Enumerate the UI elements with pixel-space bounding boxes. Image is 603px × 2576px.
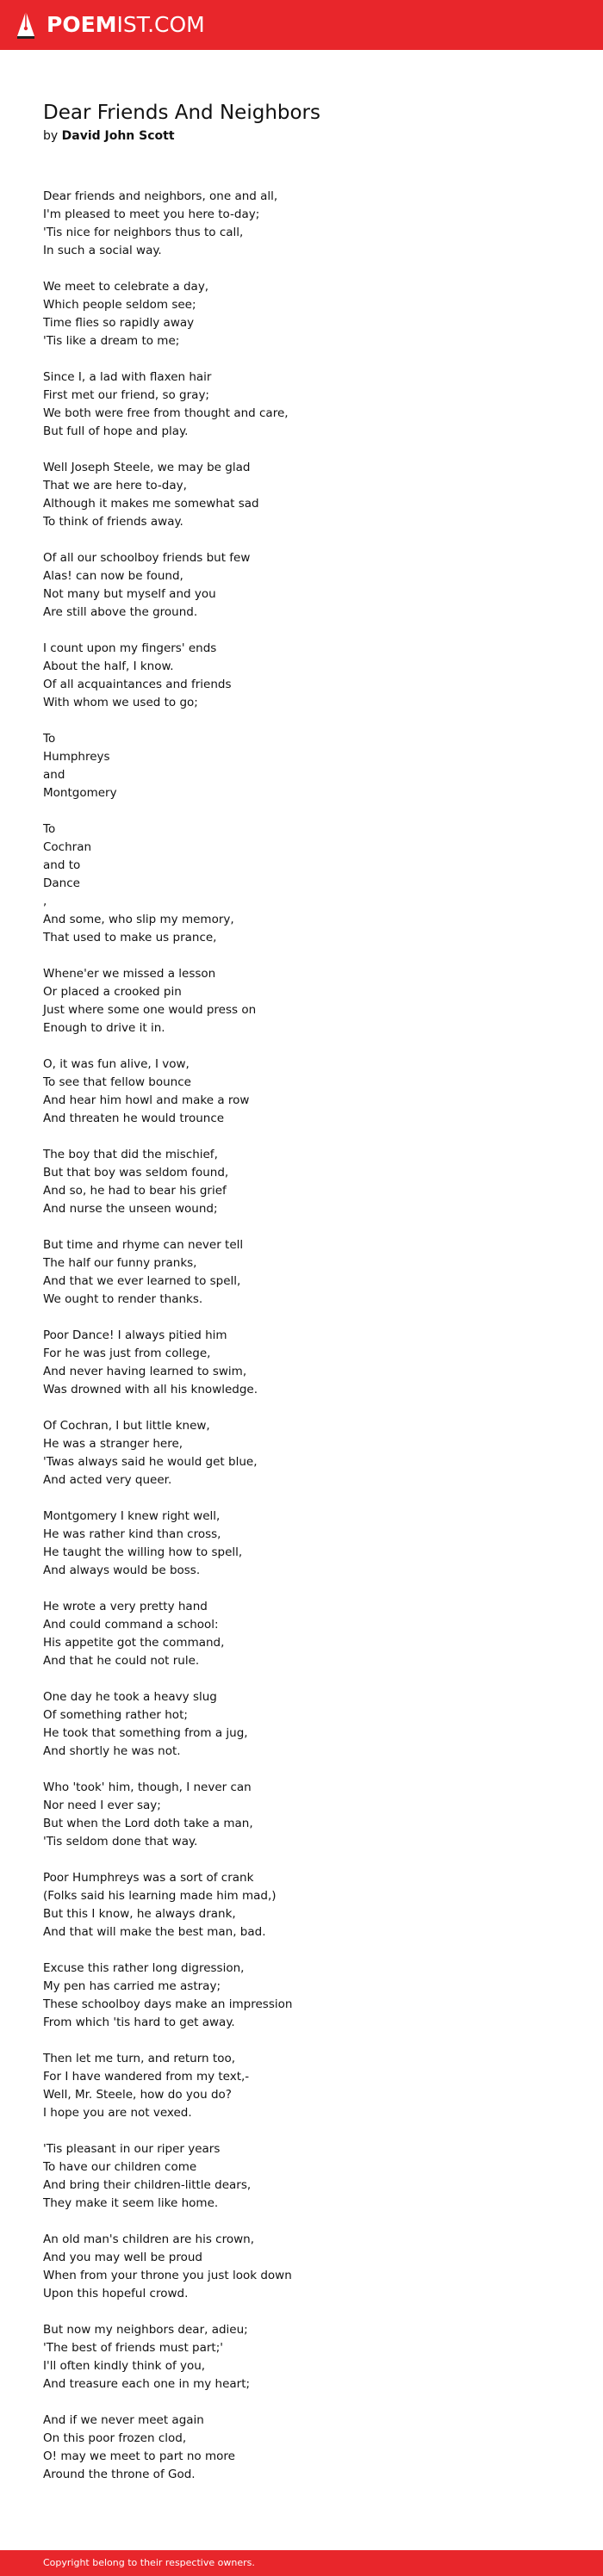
poem-line: Although it makes me somewhat sad	[43, 497, 259, 511]
poem-line: To	[43, 822, 56, 836]
poem-line: ,	[43, 895, 47, 908]
poem-line: Since I, a lad with flaxen hair	[43, 370, 212, 384]
poem-line: and	[43, 768, 65, 782]
poem-line: We meet to celebrate a day,	[43, 280, 209, 294]
poem-line: Not many but myself and you	[43, 587, 216, 601]
stanza	[43, 2140, 577, 2213]
poem-line: And always would be boss.	[43, 1564, 201, 1577]
poem-line: 'Tis nice for neighbors thus to call,	[43, 226, 244, 239]
poem-line: That we are here to-day,	[43, 479, 187, 492]
poem-line: He was a stranger here,	[43, 1437, 183, 1451]
poem-line: These schoolboy days make an impression	[43, 1997, 293, 2011]
stanza	[43, 1508, 577, 1580]
stanza	[43, 1146, 577, 1218]
stanza	[43, 459, 577, 531]
stanza	[43, 730, 577, 802]
poem-line: Of all our schoolboy friends but few	[43, 551, 251, 565]
poem-line: Dance	[43, 876, 80, 890]
author-link[interactable]: David John Scott	[61, 129, 175, 143]
poem-line: Excuse this rather long digression,	[43, 1961, 245, 1975]
poem-line: And you may well be proud	[43, 2251, 202, 2264]
poem-line: Alas! can now be found,	[43, 569, 183, 583]
poem-line: We both were free from thought and care,	[43, 406, 289, 420]
poem-line: But when the Lord doth take a man,	[43, 1817, 253, 1830]
poem-line: For he was just from college,	[43, 1347, 211, 1360]
stanza	[43, 2231, 577, 2303]
stanza	[43, 1236, 577, 1309]
poem-line: And bring their children-little dears,	[43, 2178, 252, 2192]
byline-prefix: by	[43, 129, 59, 143]
poem-line: And never having learned to swim,	[43, 1365, 247, 1378]
poem-line: Was drowned with all his knowledge.	[43, 1383, 258, 1396]
poem-line: From which 'tis hard to get away.	[43, 2016, 235, 2029]
poem-line: He wrote a very pretty hand	[43, 1600, 208, 1613]
poem-line: But now my neighbors dear, adieu;	[43, 2323, 248, 2337]
poem-line: Humphreys	[43, 750, 110, 764]
poem-line: My pen has carried me astray;	[43, 1979, 221, 1993]
poem-line: But full of hope and play.	[43, 424, 189, 438]
poem-line: 'Tis like a dream to me;	[43, 334, 180, 348]
poem-line: In such a social way.	[43, 244, 162, 257]
stanza	[43, 278, 577, 350]
poem-line: And treasure each one in my heart;	[43, 2377, 251, 2391]
poem-line: For I have wandered from my text,-	[43, 2070, 250, 2084]
poem-line: Enough to drive it in.	[43, 1021, 165, 1035]
poem-line: We ought to render thanks.	[43, 1292, 203, 1306]
stanza	[43, 640, 577, 712]
poem-line: They make it seem like home.	[43, 2196, 219, 2210]
stanza	[43, 1056, 577, 1128]
poem-line: (Folks said his learning made him mad,)	[43, 1889, 277, 1903]
poem-line: Time flies so rapidly away	[43, 316, 195, 330]
poem-line: 'Tis pleasant in our riper years	[43, 2142, 221, 2156]
poem-body	[43, 188, 577, 2502]
stanza	[43, 965, 577, 1037]
poem-line: With whom we used to go;	[43, 696, 198, 709]
poem-line: He was rather kind than cross,	[43, 1527, 221, 1541]
byline	[43, 127, 175, 145]
stanza	[43, 1779, 577, 1851]
poem-line: Are still above the ground.	[43, 605, 198, 619]
poem-line: and to	[43, 858, 81, 872]
poem-line: To	[43, 732, 56, 746]
poem-line: Of something rather hot;	[43, 1708, 188, 1722]
poem-line: One day he took a heavy slug	[43, 1690, 217, 1704]
poem-line: Of all acquaintances and friends	[43, 678, 232, 691]
poem-line: Well Joseph Steele, we may be glad	[43, 461, 251, 474]
poem-line: And if we never meet again	[43, 2413, 204, 2427]
poem-line: Just where some one would press on	[43, 1003, 257, 1017]
poem-line: And acted very queer.	[43, 1473, 172, 1487]
poem-line: But that boy was seldom found,	[43, 1166, 229, 1180]
poem-line: I'll often kindly think of you,	[43, 2359, 206, 2373]
poem-line: First met our friend, so gray;	[43, 388, 209, 402]
stanza	[43, 1417, 577, 1489]
poem-line: Of Cochran, I but little knew,	[43, 1419, 210, 1433]
poem-line: And some, who slip my memory,	[43, 913, 234, 926]
stanza	[43, 1960, 577, 2032]
poem-line: An old man's children are his crown,	[43, 2232, 255, 2246]
stanza	[43, 820, 577, 947]
poem-line: He took that something from a jug,	[43, 1726, 248, 1740]
poem-line: Well, Mr. Steele, how do you do?	[43, 2088, 232, 2102]
poem-line: That used to make us prance,	[43, 931, 217, 944]
stanza	[43, 188, 577, 260]
poem-line: To have our children come	[43, 2160, 197, 2174]
poem-line: I hope you are not vexed.	[43, 2106, 192, 2120]
poem-line: But this I know, he always drank,	[43, 1907, 236, 1921]
poem-line: Poor Dance! I always pitied him	[43, 1328, 227, 1342]
stanza	[43, 368, 577, 441]
poem-line: And so, he had to bear his grief	[43, 1184, 227, 1198]
stanza	[43, 549, 577, 622]
poem-line: The boy that did the mischief,	[43, 1148, 218, 1161]
poem-line: The half our funny pranks,	[43, 1256, 197, 1270]
poem-line: O, it was fun alive, I vow,	[43, 1057, 190, 1071]
poem-line: I count upon my fingers' ends	[43, 641, 217, 655]
poem-line: On this poor frozen clod,	[43, 2431, 187, 2445]
poem-line: Whene'er we missed a lesson	[43, 967, 216, 981]
poem-line: 'The best of friends must part;'	[43, 2341, 223, 2355]
poem-line: And could command a school:	[43, 1618, 219, 1632]
poem-line: 'Twas always said he would get blue,	[43, 1455, 258, 1469]
poem-line: And shortly he was not.	[43, 1744, 181, 1758]
poem-line: Around the throne of God.	[43, 2468, 196, 2481]
poem-line: And that we ever learned to spell,	[43, 1274, 241, 1288]
stanza	[43, 2050, 577, 2122]
stanza	[43, 2321, 577, 2393]
poem-line: 'Tis seldom done that way.	[43, 1835, 198, 1848]
poem-line: But time and rhyme can never tell	[43, 1238, 244, 1252]
poem-line: Montgomery	[43, 786, 117, 800]
poem-line: And threaten he would trounce	[43, 1112, 225, 1125]
copyright-text: Copyright belong to their respective owners.	[43, 2557, 255, 2568]
poem-line: And nurse the unseen wound;	[43, 1202, 218, 1216]
footer-bar	[0, 2550, 603, 2576]
stanza	[43, 1598, 577, 1670]
poem-line: When from your throne you just look down	[43, 2269, 292, 2282]
poem-title: Dear Friends And Neighbors	[43, 102, 320, 124]
poem-line: Upon this hopeful crowd.	[43, 2287, 189, 2300]
pen-nib-icon	[16, 10, 36, 40]
poem-line: Who 'took' him, though, I never can	[43, 1780, 252, 1794]
poem-line: Which people seldom see;	[43, 298, 196, 312]
top-bar	[0, 0, 603, 50]
poem-line: His appetite got the command,	[43, 1636, 225, 1650]
poem-line: Then let me turn, and return too,	[43, 2052, 236, 2065]
poem-line: He taught the willing how to spell,	[43, 1545, 243, 1559]
poem-line: I'm pleased to meet you here to-day;	[43, 207, 260, 221]
poem-line: Poor Humphreys was a sort of crank	[43, 1871, 254, 1885]
stanza	[43, 1688, 577, 1761]
poem-line: About the half, I know.	[43, 659, 174, 673]
stanza	[43, 1869, 577, 1941]
poem-line: And that will make the best man, bad.	[43, 1925, 266, 1939]
poem-line: To think of friends away.	[43, 515, 183, 529]
poem-line: Dear friends and neighbors, one and all,	[43, 189, 278, 203]
poem-line: O! may we meet to part no more	[43, 2449, 235, 2463]
stanza	[43, 2412, 577, 2484]
poem-line: And that he could not rule.	[43, 1654, 200, 1668]
poem-line: Cochran	[43, 840, 92, 854]
site-logo[interactable]	[16, 10, 205, 40]
poem-line: Montgomery I knew right well,	[43, 1509, 221, 1523]
poem-line: And hear him howl and make a row	[43, 1093, 250, 1107]
poem-line: Nor need I ever say;	[43, 1799, 161, 1812]
poem-line: To see that fellow bounce	[43, 1075, 191, 1089]
poem-line: Or placed a crooked pin	[43, 985, 182, 999]
logo-text: POEMIST.COM	[47, 12, 205, 37]
stanza	[43, 1327, 577, 1399]
